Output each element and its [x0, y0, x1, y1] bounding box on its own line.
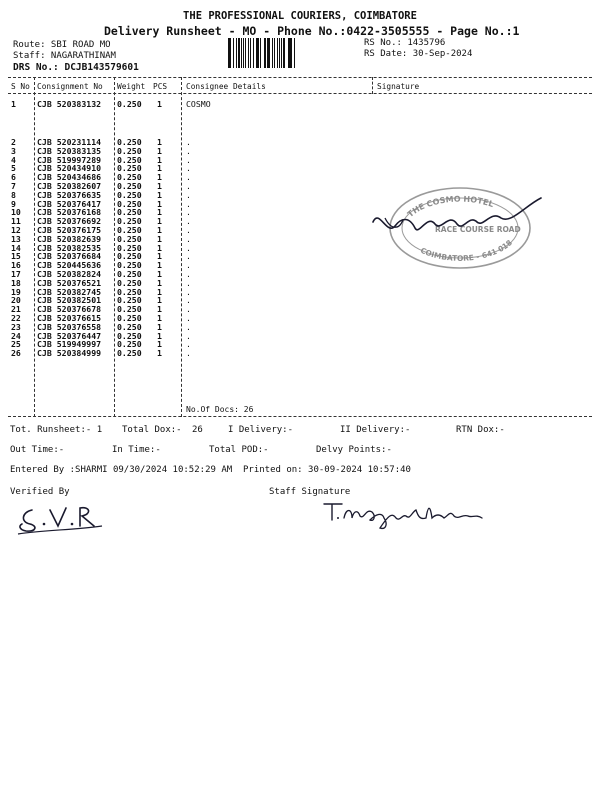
company-stamp — [365, 178, 545, 278]
row-consignment-no: CJB 520382607 — [37, 181, 102, 191]
row-consignment-no: CJB 519997289 — [37, 154, 102, 165]
row-pcs: 1 — [157, 295, 162, 306]
staff-label: Staff: NAGARATHINAM — [13, 51, 116, 61]
row-consignee: . — [186, 181, 191, 191]
row-consignee: . — [186, 286, 191, 297]
row-sno: 12 — [11, 225, 21, 235]
col-header-sno: S No — [11, 82, 30, 91]
row-pcs: 1 — [157, 277, 162, 288]
row-pcs: 1 — [157, 225, 162, 235]
row-consignee: . — [186, 198, 191, 209]
row-weight: 0.250 — [117, 154, 142, 165]
row-consignment-no: CJB 520231114 — [37, 137, 102, 147]
row-weight: 0.250 — [117, 260, 142, 271]
row-consignee: . — [186, 321, 191, 332]
row-weight: 0.250 — [117, 348, 142, 359]
row-consignee: . — [186, 277, 191, 288]
row-weight: 0.250 — [117, 198, 142, 209]
row-consignee: . — [186, 163, 191, 174]
barcode-bar — [295, 38, 296, 68]
row-weight: 0.250 — [117, 330, 142, 341]
row-pcs: 1 — [157, 330, 162, 341]
row-sno: 26 — [11, 348, 21, 359]
row-consignment-no: CJB 520434686 — [37, 172, 102, 183]
row-consignment-no: CJB 520376558 — [37, 321, 102, 332]
row-pcs: 1 — [157, 339, 162, 350]
row-consignment-no: CJB 520434910 — [37, 163, 102, 174]
table-header-rule — [8, 93, 592, 94]
row-consignment-no: CJB 520376684 — [37, 251, 102, 262]
row-consignment-no: CJB 520376447 — [37, 330, 102, 341]
row-consignment-no: CJB 520376521 — [37, 277, 102, 288]
row-pcs: 1 — [157, 198, 162, 209]
row-pcs: 1 — [157, 304, 162, 315]
i-delivery: I Delivery:- — [228, 425, 294, 435]
row-sno: 9 — [11, 198, 16, 209]
row-consignment-no: CJB 520383132 — [37, 99, 102, 109]
row-consignee: . — [186, 154, 191, 165]
row-pcs: 1 — [157, 233, 162, 244]
rs-date: RS Date: 30-Sep-2024 — [364, 49, 473, 59]
row-sno: 3 — [11, 145, 16, 156]
row-sno: 5 — [11, 163, 16, 174]
total-dox-label: Total Dox:- — [122, 425, 182, 435]
row-consignee: . — [186, 304, 191, 315]
col-divider — [372, 77, 373, 94]
row-weight: 0.250 — [117, 269, 142, 279]
row-consignee: . — [186, 207, 191, 218]
row-pcs: 1 — [157, 242, 162, 253]
row-sno: 6 — [11, 172, 16, 183]
row-pcs: 1 — [157, 145, 162, 156]
ii-delivery: II Delivery:- — [340, 425, 411, 435]
row-pcs: 1 — [157, 286, 162, 297]
row-sno: 14 — [11, 242, 21, 253]
row-sno: 22 — [11, 313, 21, 323]
row-consignee: . — [186, 137, 191, 147]
row-consignee: . — [186, 189, 191, 200]
row-sno: 10 — [11, 207, 21, 218]
out-time: Out Time:- — [10, 445, 65, 455]
entered-by: Entered By :SHARMI 09/30/2024 10:52:29 AM — [10, 465, 233, 475]
staff-signature-label: Staff Signature — [269, 487, 351, 497]
row-consignee: . — [186, 216, 191, 227]
row-sno: 13 — [11, 233, 21, 244]
row-consignee: . — [186, 233, 191, 244]
row-pcs: 1 — [157, 216, 162, 227]
row-consignment-no: CJB 520376692 — [37, 216, 102, 227]
row-sno: 2 — [11, 137, 16, 147]
row-consignment-no: CJB 520382824 — [37, 269, 102, 279]
verified-signature — [14, 500, 104, 536]
row-consignment-no: CJB 520376678 — [37, 304, 102, 315]
row-consignee: . — [186, 242, 191, 253]
route-label: Route: SBI ROAD MO — [13, 40, 111, 50]
row-consignee: . — [186, 330, 191, 341]
row-pcs: 1 — [157, 321, 162, 332]
row-weight: 0.250 — [117, 321, 142, 332]
row-pcs: 1 — [157, 189, 162, 200]
row-sno: 21 — [11, 304, 21, 315]
row-pcs: 1 — [157, 181, 162, 191]
stamp-text-middle: RACE COURSE ROAD — [435, 225, 521, 234]
row-sno: 16 — [11, 260, 21, 271]
row-sno: 15 — [11, 251, 21, 262]
row-weight: 0.250 — [117, 339, 142, 350]
table-row — [0, 99, 600, 109]
row-sno: 4 — [11, 154, 16, 165]
row-consignment-no: CJB 520382745 — [37, 286, 102, 297]
row-consignment-no: CJB 520445636 — [37, 260, 102, 271]
total-pod: Total POD:- — [209, 445, 269, 455]
row-weight: 0.250 — [117, 313, 142, 323]
rs-number: RS No.: 1435796 — [364, 38, 446, 48]
total-dox-value: 26 — [192, 425, 203, 435]
row-weight: 0.250 — [117, 207, 142, 218]
drs-number: DRS No.: DCJB143579601 — [13, 62, 139, 73]
row-weight: 0.250 — [117, 233, 142, 244]
row-consignment-no: CJB 520383135 — [37, 145, 102, 156]
row-consignment-no: CJB 520376168 — [37, 207, 102, 218]
row-sno: 24 — [11, 330, 21, 341]
row-consignee: . — [186, 145, 191, 156]
delvy-points: Delvy Points:- — [316, 445, 392, 455]
col-header-weight: Weight — [117, 82, 146, 91]
row-consignment-no: CJB 519949997 — [37, 339, 102, 350]
row-sno: 20 — [11, 295, 21, 306]
docs-count: No.Of Docs: 26 — [186, 405, 254, 414]
row-sno: 25 — [11, 339, 21, 350]
row-weight: 0.250 — [117, 216, 142, 227]
table-row — [0, 348, 600, 358]
row-consignment-no: CJB 520384999 — [37, 348, 102, 359]
row-weight: 0.250 — [117, 181, 142, 191]
row-sno: 17 — [11, 269, 21, 279]
row-sno: 11 — [11, 216, 21, 227]
row-weight: 0.250 — [117, 304, 142, 315]
company-title: THE PROFESSIONAL COURIERS, COIMBATORE — [183, 10, 417, 22]
row-consignee: . — [186, 339, 191, 350]
row-consignee: . — [186, 260, 191, 271]
tot-runsheet: Tot. Runsheet:- 1 — [10, 425, 103, 435]
printed-on: Printed on: 30-09-2024 10:57:40 — [243, 465, 411, 475]
col-header-consignment: Consignment No — [37, 82, 103, 91]
row-weight: 0.250 — [117, 99, 142, 109]
row-consignee: . — [186, 225, 191, 235]
row-sno: 18 — [11, 277, 21, 288]
row-consignment-no: CJB 520382535 — [37, 242, 102, 253]
row-weight: 0.250 — [117, 242, 142, 253]
row-consignee: . — [186, 348, 191, 359]
col-header-consignee: Consignee Details — [186, 82, 266, 91]
row-pcs: 1 — [157, 137, 162, 147]
row-weight: 0.250 — [117, 189, 142, 200]
col-header-pcs: PCS — [153, 82, 168, 91]
row-sno: 8 — [11, 189, 16, 200]
row-weight: 0.250 — [117, 286, 142, 297]
row-weight: 0.250 — [117, 251, 142, 262]
barcode — [228, 38, 354, 68]
row-weight: 0.250 — [117, 137, 142, 147]
row-consignment-no: CJB 520376635 — [37, 189, 102, 200]
row-pcs: 1 — [157, 163, 162, 174]
in-time: In Time:- — [112, 445, 161, 455]
row-consignee: . — [186, 172, 191, 183]
row-pcs: 1 — [157, 269, 162, 279]
rtn-dox: RTN Dox:- — [456, 425, 505, 435]
row-consignee: . — [186, 269, 191, 279]
verified-by-label: Verified By — [10, 487, 70, 497]
row-consignment-no: CJB 520376417 — [37, 198, 102, 209]
row-pcs: 1 — [157, 99, 162, 109]
row-sno: 19 — [11, 286, 21, 297]
row-weight: 0.250 — [117, 172, 142, 183]
stamp-text-bottom: COIMBATORE - 641 018 — [419, 238, 514, 263]
svg-text:COIMBATORE - 641 018 — [419, 238, 514, 263]
row-weight: 0.250 — [117, 145, 142, 156]
row-sno: 7 — [11, 181, 16, 191]
row-pcs: 1 — [157, 172, 162, 183]
row-consignment-no: CJB 520382639 — [37, 233, 102, 244]
row-consignment-no: CJB 520376615 — [37, 313, 102, 323]
row-consignee: . — [186, 313, 191, 323]
row-consignment-no: CJB 520376175 — [37, 225, 102, 235]
staff-handwritten-signature — [322, 496, 488, 530]
row-pcs: 1 — [157, 251, 162, 262]
table-bottom-rule — [8, 416, 592, 417]
row-sno: 23 — [11, 321, 21, 332]
row-consignee: . — [186, 295, 191, 306]
row-pcs: 1 — [157, 260, 162, 271]
table-top-rule — [8, 77, 592, 78]
row-consignment-no: CJB 520382501 — [37, 295, 102, 306]
row-weight: 0.250 — [117, 225, 142, 235]
runsheet-subtitle: Delivery Runsheet - MO - Phone No.:0422-3505555 - Page No.:1 — [104, 24, 520, 38]
row-consignee: COSMO — [186, 99, 211, 109]
row-sno: 1 — [11, 99, 16, 109]
row-weight: 0.250 — [117, 295, 142, 306]
row-consignee: . — [186, 251, 191, 262]
row-pcs: 1 — [157, 154, 162, 165]
row-weight: 0.250 — [117, 277, 142, 288]
svg-text:THE COSMO HOTEL — [406, 195, 495, 219]
row-pcs: 1 — [157, 313, 162, 323]
stamp-text-top: THE COSMO HOTEL — [405, 194, 495, 220]
row-pcs: 1 — [157, 207, 162, 218]
col-header-signature: Signature — [377, 82, 420, 91]
row-weight: 0.250 — [117, 163, 142, 174]
row-pcs: 1 — [157, 348, 162, 359]
